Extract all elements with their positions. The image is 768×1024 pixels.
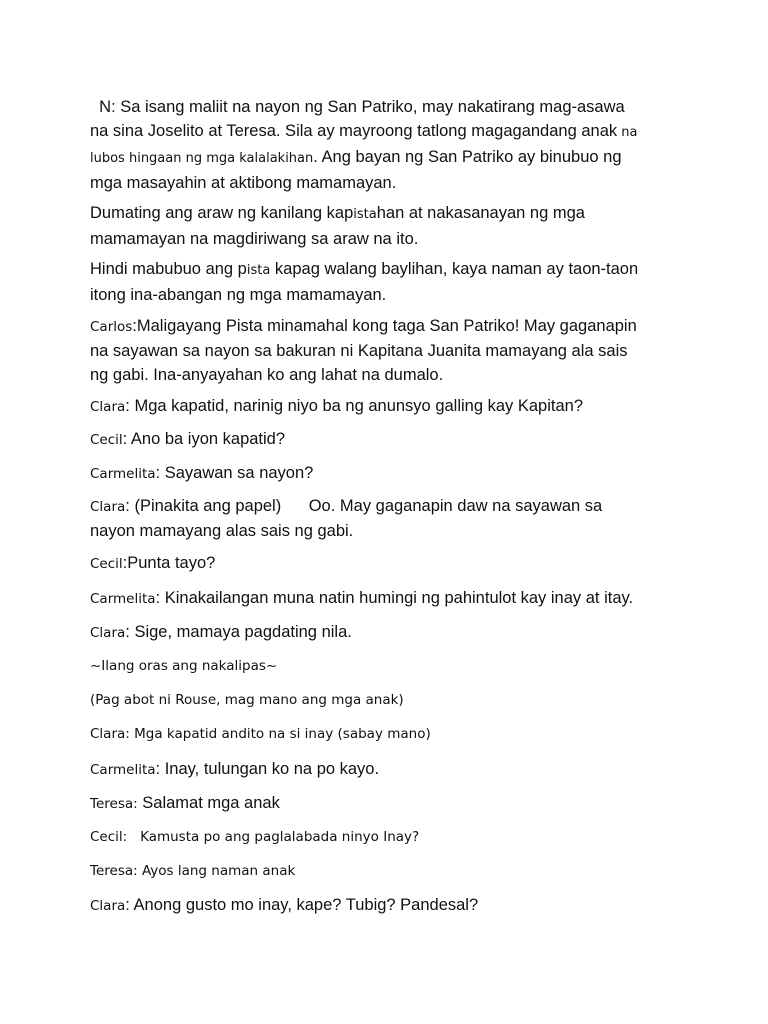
text-run: han at nakasanayan ng mga: [376, 204, 585, 222]
dialogue-line: [90, 551, 690, 576]
text-line: [90, 314, 690, 339]
dialogue-text: : Anong gusto mo inay, kape? Tubig? Pandesal?: [125, 896, 479, 914]
text-line: N: Sa isang maliit na nayon ng San Patriko, may nakatirang mag-asawa: [90, 98, 625, 116]
dialogue-line: Clara: Mga kapatid andito na si inay (sabay mano): [90, 726, 431, 742]
dialogue-line: [90, 586, 690, 611]
speaker-name: Clara: [90, 399, 126, 415]
text-line: ng gabi. Ina-anyayahan ko ang lahat na dumalo.: [90, 366, 444, 384]
text-line: [90, 145, 690, 171]
dialogue-text: : Sige, mamaya pagdating nila.: [125, 623, 352, 641]
dialogue-text: : Kinakailangan muna natin humingi ng pahintulot kay inay at itay.: [155, 589, 634, 607]
text-run: Dumating ang araw ng kanilang kap: [90, 204, 354, 222]
scene-transition: ~Ilang oras ang nakalipas~: [90, 658, 278, 674]
dialogue-line: [90, 394, 690, 419]
speaker-name: Clara: [90, 625, 126, 641]
text-line: na sayawan sa nayon sa bakuran ni Kapitana Juanita mamayang ala sais: [90, 342, 628, 360]
dialogue-line: [90, 620, 690, 645]
text-line: nayon mamayang alas sais ng gabi.: [90, 522, 354, 540]
text-run: kapag walang baylihan, kaya naman ay taon-taon: [270, 260, 639, 278]
dialogue-text: :Maligayang Pista minamahal kong taga San Patriko! May gaganapin: [132, 317, 637, 335]
text-run: ista: [246, 263, 271, 278]
text-line: mamamayan na magdiriwang sa araw na ito.: [90, 230, 419, 248]
dialogue-text: : Mga kapatid, narinig niyo ba ng anunsyo galling kay Kapitan?: [125, 397, 584, 415]
dialogue-text: Salamat mga anak: [137, 794, 280, 812]
dialogue-paragraph: [90, 494, 690, 543]
speaker-name: Carmelita: [90, 591, 156, 607]
text-run: na sina Joselito at Teresa. Sila ay mayroong tatlong magagandang anak: [90, 122, 618, 140]
speaker-name: Carlos: [90, 319, 133, 335]
narration-paragraph: [90, 257, 690, 307]
dialogue-line: Cecil: Kamusta po ang paglalabada ninyo Inay?: [90, 829, 420, 845]
text-run: na: [617, 125, 638, 140]
text-line: [90, 494, 690, 519]
speaker-name: Carmelita: [90, 466, 156, 482]
narration-paragraph: [90, 201, 690, 251]
text-line: mga masayahin at aktibong mamamayan.: [90, 174, 397, 192]
stage-direction: (Pag abot ni Rouse, mag mano ang mga anak): [90, 692, 404, 708]
dialogue-line: [90, 791, 690, 816]
speaker-name: Teresa:: [90, 796, 138, 812]
dialogue-text: : Sayawan sa nayon?: [155, 464, 314, 482]
dialogue-line: Teresa: Ayos lang naman anak: [90, 863, 296, 879]
text-line: [90, 257, 690, 283]
dialogue-paragraph: [90, 314, 690, 387]
text-run: lubos hingaan ng mga kalalakihan: [90, 151, 314, 166]
speaker-name: Cecil: [90, 432, 123, 448]
dialogue-line: [90, 461, 690, 486]
dialogue-text: : (Pinakita ang papel) Oo. May gaganapin daw na sayawan sa: [125, 497, 603, 515]
dialogue-line: [90, 893, 690, 918]
text-run: . Ang bayan ng San Patriko ay binubuo ng: [313, 148, 622, 166]
dialogue-line: [90, 757, 690, 782]
text-run: Hindi mabubuo ang p: [90, 260, 247, 278]
text-line: [90, 119, 690, 145]
text-line: itong ina-abangan ng mga mamamayan.: [90, 286, 387, 304]
dialogue-text: : Inay, tulungan ko na po kayo.: [155, 760, 380, 778]
dialogue-line: [90, 427, 690, 452]
speaker-name: Clara: [90, 898, 126, 914]
speaker-name: Clara: [90, 499, 126, 515]
text-line: [90, 201, 690, 227]
narration-paragraph: [90, 95, 690, 195]
text-run: ista: [353, 207, 377, 222]
speaker-name: Carmelita: [90, 762, 156, 778]
dialogue-text: :Punta tayo?: [122, 554, 216, 572]
dialogue-text: : Ano ba iyon kapatid?: [122, 430, 286, 448]
speaker-name: Cecil: [90, 556, 123, 572]
